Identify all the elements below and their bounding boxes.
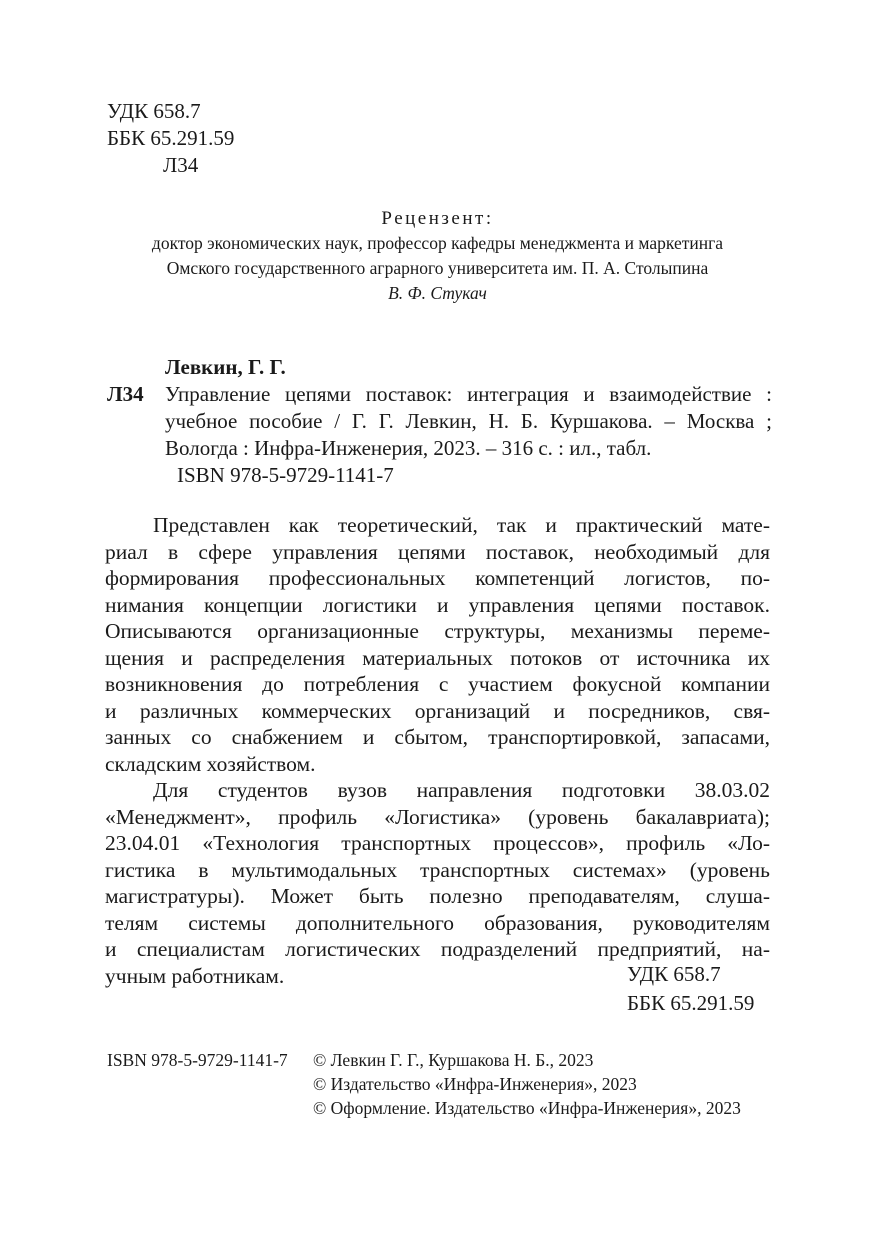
annotation-paragraph-2 — [105, 777, 770, 989]
annotation-line: формирования профессиональных компетенций логистов, по- — [105, 566, 770, 590]
annotation-line: и специалистам логистических подразделений предприятий, на- — [105, 937, 770, 961]
classification-codes-top — [107, 98, 234, 179]
record-sign: Л34 — [107, 382, 144, 406]
annotation-line: и различных коммерческих организаций и посредников, свя- — [105, 698, 770, 723]
annotation-line: учным работникам. — [105, 963, 285, 988]
record-row — [107, 435, 772, 462]
annotation — [105, 512, 770, 989]
reviewer-affiliation: Омского государственного аграрного университета им. П. А. Столыпина — [166, 258, 709, 278]
annotation-line: риал в сфере управления цепями поставок, необходимый для — [105, 539, 770, 564]
annotation-line: гистика в мультимодальных транспортных системах» (уровень — [105, 857, 770, 882]
bbk-code: ББК 65.291.59 — [627, 991, 755, 1015]
bibliographic-record — [107, 354, 772, 489]
record-line: учебное пособие / Г. Г. Левкин, Н. Б. Куршакова. – Москва ; — [165, 409, 772, 433]
record-row — [107, 408, 772, 435]
annotation-line: складским хозяйством. — [105, 751, 316, 776]
annotation-line: возникновения до потребления с участием фокусной компании — [105, 672, 770, 696]
copyright-line: © Левкин Г. Г., Куршакова Н. Б., 2023 — [313, 1050, 594, 1070]
bbk-code: ББК 65.291.59 — [107, 126, 235, 150]
annotation-line: 23.04.01 «Технология транспортных процессов», профиль «Ло- — [105, 831, 770, 855]
annotation-line: Представлен как теоретический, так и практический мате- — [153, 513, 770, 537]
reviewer-position: доктор экономических наук, профессор кафедры менеджмента и маркетинга — [151, 233, 724, 253]
record-line: Вологда : Инфра-Инженерия, 2023. – 316 с. : ил., табл. — [165, 436, 652, 460]
reviewer-name: В. Ф. Стукач — [388, 283, 487, 303]
annotation-line: занных со снабжением и сбытом, транспортировкой, запасами, — [105, 725, 770, 749]
annotation-line: «Менеджмент», профиль «Логистика» (уровень бакалавриата); — [105, 804, 770, 829]
annotation-paragraph-1 — [105, 512, 770, 777]
record-isbn: ISBN 978-5-9729-1141-7 — [177, 463, 394, 487]
reviewer-block — [100, 206, 775, 306]
copyright-line: © Оформление. Издательство «Инфра-Инженерия», 2023 — [313, 1098, 741, 1118]
udk-code: УДК 658.7 — [107, 99, 201, 123]
copyright-isbn: ISBN 978-5-9729-1141-7 — [107, 1050, 288, 1070]
record-author: Левкин, Г. Г. — [165, 355, 286, 379]
copyright-line: © Издательство «Инфра-Инженерия», 2023 — [313, 1074, 637, 1094]
annotation-line: телям системы дополнительного образования, руководителям — [105, 910, 770, 935]
annotation-line: Описываются организационные структуры, механизмы переме- — [105, 619, 770, 643]
record-line: Управление цепями поставок: интеграция и взаимодействие : — [165, 382, 772, 406]
annotation-line: Для студентов вузов направления подготовки 38.03.02 — [153, 778, 770, 802]
author-sign: Л34 — [163, 153, 199, 177]
classification-codes-bottom — [627, 960, 754, 1018]
annotation-line: нимания концепции логистики и управления цепями поставок. — [105, 592, 770, 617]
record-row — [107, 381, 772, 408]
udk-code: УДК 658.7 — [627, 962, 721, 986]
reviewer-label: Рецензент: — [381, 208, 494, 229]
annotation-line: щения и распределения материальных потоков от источника их — [105, 645, 770, 670]
annotation-line: магистратуры). Может быть полезно преподавателям, слуша- — [105, 884, 770, 908]
